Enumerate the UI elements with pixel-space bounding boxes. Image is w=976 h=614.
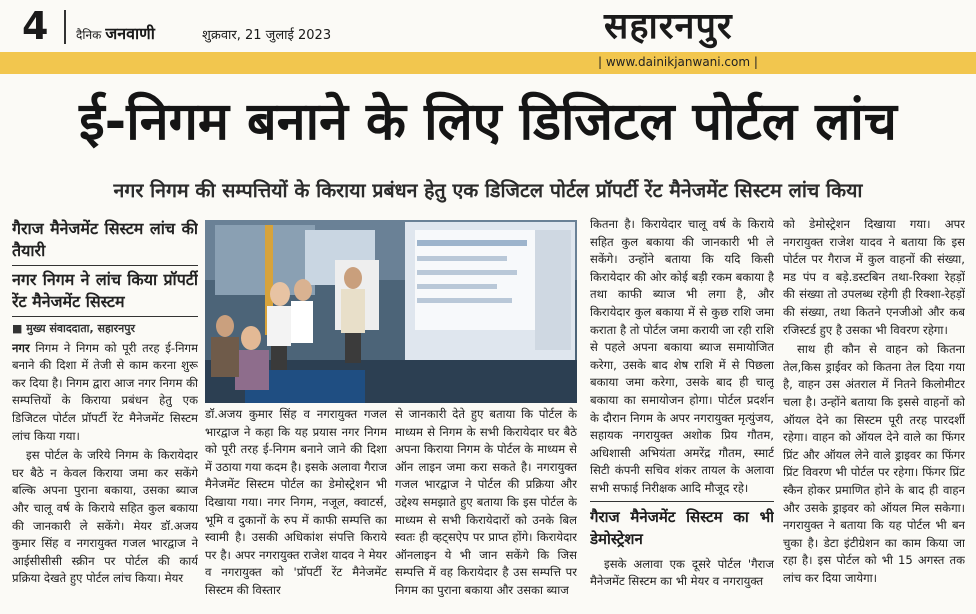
sub-headline: नगर निगम की सम्पत्तियों के किराया प्रबंधन हेतु एक डिजिटल पोर्टल प्रॉपर्टी रेंट मैनेजमेंट सिस्टम लांच किया	[113, 179, 863, 202]
masthead-divider	[64, 10, 66, 44]
article-column-3	[395, 406, 577, 610]
byline-divider	[12, 316, 198, 317]
masthead	[0, 0, 976, 69]
article-paragraph: इस पोर्टल के जरिये निगम के किरायेदार घर बैठे न केवल किराया जमा कर सकेंगे बल्कि अपना पुराना बकाया, उसका ब्याज और चालू वर्ष के किराये सहित कुल बकाया की जानकारी ले सकेंगे। मेयर डॉ.अजय कुमार सिंह व नगरायुक्त गजल भारद्वाज ने आईसीसीसी स्क्रीन पर पोर्टल की कार्य प्रक्रिया देखते हुए पोर्टल लांच किया। मेयर	[12, 448, 198, 586]
photo-illustration	[205, 220, 577, 403]
website-url[interactable]: | www.dainikjanwani.com |	[598, 55, 758, 69]
kicker-garage: गैराज मैनेजमेंट सिस्टम लांच की तैयारी	[12, 219, 198, 260]
garage-demo-heading: गैराज मैनेजमेंट सिस्टम का भी डेमोस्ट्रेशन	[590, 507, 774, 548]
kicker-property-rent: नगर निगम ने लांच किया प्रॉपर्टी रेंट मैनेजमेंट सिस्टम	[12, 270, 198, 311]
newspaper-name	[76, 22, 155, 44]
article-column-5	[783, 216, 965, 610]
issue-date: शुक्रवार, 21 जुलाई 2023	[202, 28, 332, 43]
news-photo	[205, 220, 577, 403]
yellow-band	[0, 52, 976, 74]
city-section-title: सहारनपुर	[604, 5, 733, 47]
article-column-2	[205, 406, 387, 610]
page-number: 4	[22, 4, 49, 48]
newspaper-title: जनवाणी	[105, 24, 155, 43]
newspaper-prefix: दैनिक	[76, 28, 102, 42]
lead-word: नगर	[12, 340, 30, 355]
article-paragraph: साथ ही कौन से वाहन को कितना तेल,किस ड्राईवर को कितना तेल दिया गया है, वाहन उस अंतराल में नितने किलोमीटर चला है। उन्होंने बताया कि इससे वाहनों को ऑयल देने का सिस्टम पूरी तरह पारदर्शी रहेगा। वाहन को ऑयल देने वाले का फिंगर प्रिंट और ऑयल लेने वाले ड्राइवर का फिंगर प्रिंट विवरण भी पोर्टल पर रहेगा। फिंगर प्रिंट स्कैन होकर प्रमाणित होने के बाद ही वाहन और उसके ड्राइवर को ऑयल मिल सकेगा। नगरायुक्त ने बताया कि यह पोर्टल भी बन चुका है। डेटा इंटीग्रेशन का काम किया जा रहा है। इस पोर्टल को भी 15 अगस्त तक लांच कर दिया जायेगा।	[783, 342, 965, 585]
article-paragraph: को डेमोस्ट्रेशन दिखाया गया। अपर नगरायुक्त राजेश यादव ने बताया कि इस पोर्टल पर गैराज में कुल वाहनों की संख्या, मड पंप व बड़े.डस्टबिन तथा-रिक्शा रेहड़ों की संख्या तो उपलब्ध रहेगी ही रिक्शा-रेहड़ों की संख्या, तथा कितने एनजीओ और कब रजिस्टर्ड हुए है उसका भी विवरण रहेगा।	[783, 217, 965, 337]
article-paragraph: नगर निगम ने निगम को पूरी तरह ई-निगम बनाने की दिशा में तेजी से काम करना शुरू कर दिया है। निगम द्वारा आज नगर निगम की सम्पत्तियों के किराया प्रबंधन हेतु एक डिजिटल पोर्टल प्रॉपर्टी रेंट मैनेजमेंट सिस्टम लांच किया गया।	[12, 340, 198, 443]
article-paragraph: कितना है। किरायेदार चालू वर्ष के किराये सहित कुल बकाया की जानकारी भी ले सकेंगे। उन्होंने बताया कि यदि किसी किरायेदार की ओर कोई बड़ी रकम बकाया है तथा काफी ब्याज भी लगा है, और किरायेदार कुल बकाया में से कुछ राशि जमा कराता है तो पोर्टल जमा करायी जा रही राशि से पहले अपना बकाया ब्याज समायोजित करेगा, उसके बाद शेष राशि में से पिछला बकाया जमा करेगा, उसके बाद ही चालू बकाया का समायोजन होगा। पोर्टल प्रदर्शन के दौरान निगम के अपर नगरायुक्त मृत्युंजय, सहायक नगरायुक्त अशोक प्रिय गौतम, अधिशासी अभियंता अमरेंद्र गौतम, स्मार्ट सिटी कंपनी सचिव शंकर तायल के अलावा सभी सफाई निरीक्षक आदि मौजूद रहे।	[590, 217, 774, 495]
article-column-4	[590, 216, 774, 610]
byline: ■ मुख्य संवाददाता, सहारनपुर	[12, 322, 135, 335]
box-divider	[590, 501, 774, 502]
article-paragraph: इसके अलावा एक दूसरे पोर्टल 'गैराज मैनेजमेंट सिस्टम का भी मेयर व नगरायुक्त	[590, 556, 774, 589]
article-paragraph: से जानकारी देते हुए बताया कि पोर्टल के माध्यम से निगम के सभी किरायेदार घर बैठे अपना किराया निगम के पोर्टल के माध्यम से ऑन लाइन जमा करा सकते है। नगरायुक्त गजल भारद्वाज ने पोर्टल की प्रक्रिया और उद्देश्य समझाते हुए बताया कि इस पोर्टल के माध्यम से सभी किरायेदारों को उनके बिल स्वतः ही व्हट्सऐप पर प्राप्त होंगे। किरायेदार ऑनलाइन ये भी जान सकेंगे कि जिस सम्पत्ति में वह किरायेदार है उस सम्पत्ति पर निगम का पुराना बकाया और उसका ब्याज	[395, 407, 577, 597]
article-paragraph: डॉ.अजय कुमार सिंह व नगरायुक्त गजल भारद्वाज ने कहा कि यह प्रयास नगर निगम को पूरी तरह ई-निगम बनाने जाने की दिशा में उठाया गया कदम है। इसके अलावा गैराज मैनेजमेंट सिस्टम पोर्टल का डेमोस्ट्रेशन भी दिखाया गया। नगर निगम, नजूल, क्वाटर्स, भूमि व दुकानों के रुप में काफी सम्पत्ति का स्वामी है। उसकी अधिकांश संपत्ति किराये पर है। अपर नगरायुक्त राजेश यादव ने मेयर व नगरायुक्त को 'प्रॉपर्टी रेंट मैनेजमेंट सिस्टम की विस्तार	[205, 407, 387, 597]
article-column-1	[12, 218, 198, 608]
headline: ई-निगम बनाने के लिए डिजिटल पोर्टल लांच	[79, 92, 897, 152]
kicker-divider	[12, 265, 198, 266]
